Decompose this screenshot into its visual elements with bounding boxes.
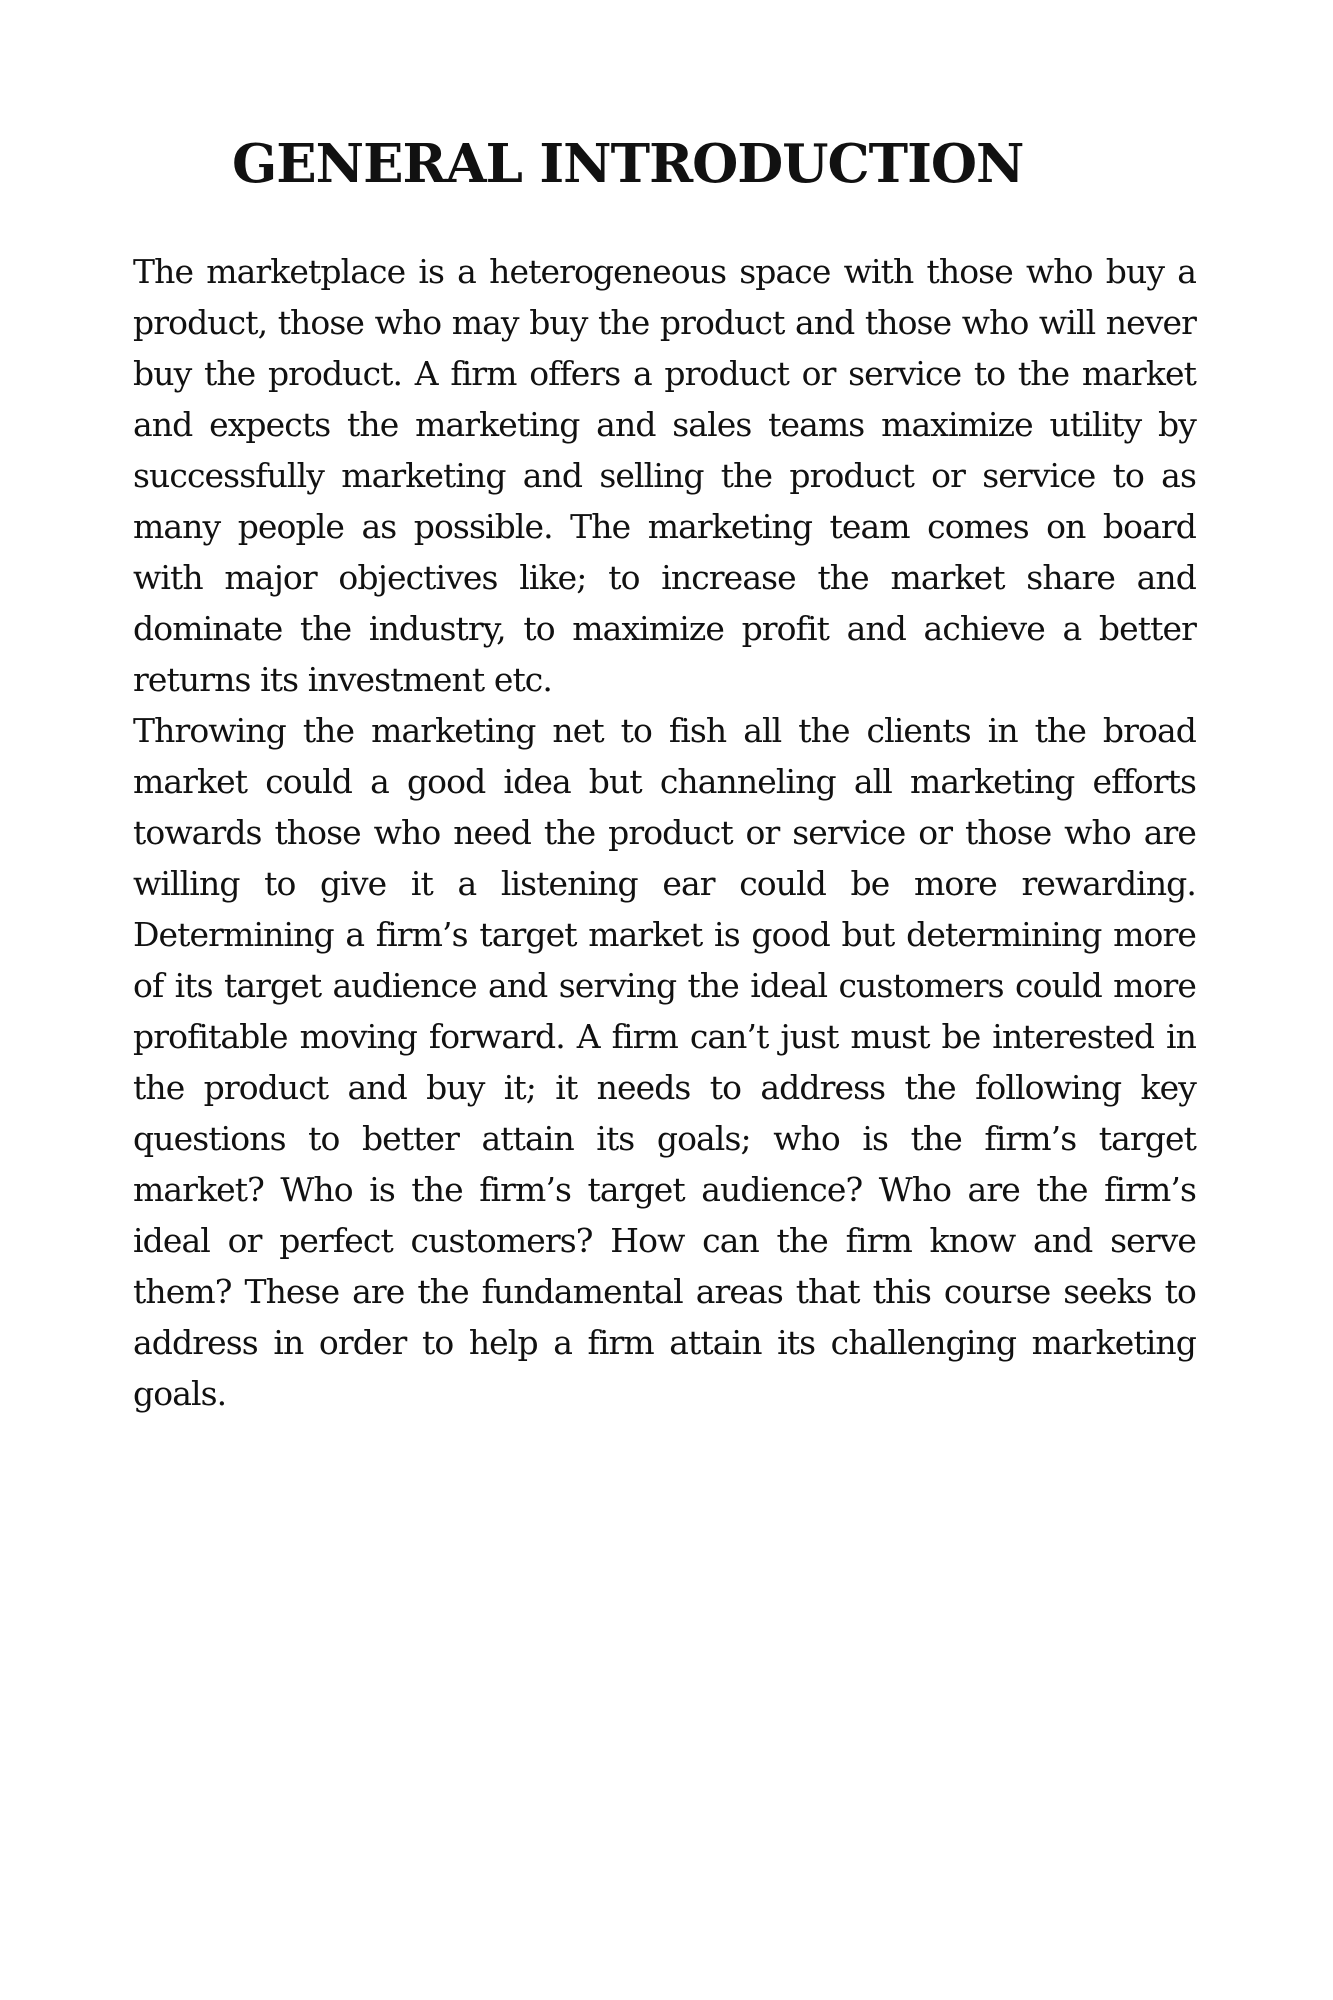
- paragraph-1: The marketplace is a heterogeneous space with those who buy a product, those who may buy the product and those who will never buy the product. A firm offers a product or service to the market and expects the marketing and sales teams maximize utility by successfully marketing and selling the product or service to as many people as possible. The marketing team comes on board with major objectives like; to increase the market share and dominate the industry, to maximize profit and achieve a better returns its investment etc.: [133, 252, 1196, 699]
- body-text: [133, 246, 1196, 1419]
- paragraph-2: Throwing the marketing net to fish all the clients in the broad market could a good idea but channeling all marketing efforts towards those who need the product or service or those who are willing to give it a listening ear could be more rewarding. Determining a firm’s target market is good but determining more of its target audience and serving the ideal customers could more profitable moving forward. A firm can’t just must be interested in the product and buy it; it needs to address the following key questions to better attain its goals; who is the firm’s target market? Who is the firm’s target audience? Who are the firm’s ideal or perfect customers? How can the firm know and serve them? These are the fundamental areas that this course seeks to address in order to help a firm attain its challenging marketing goals.: [133, 711, 1196, 1413]
- page-title: GENERAL INTRODUCTION: [232, 133, 1024, 195]
